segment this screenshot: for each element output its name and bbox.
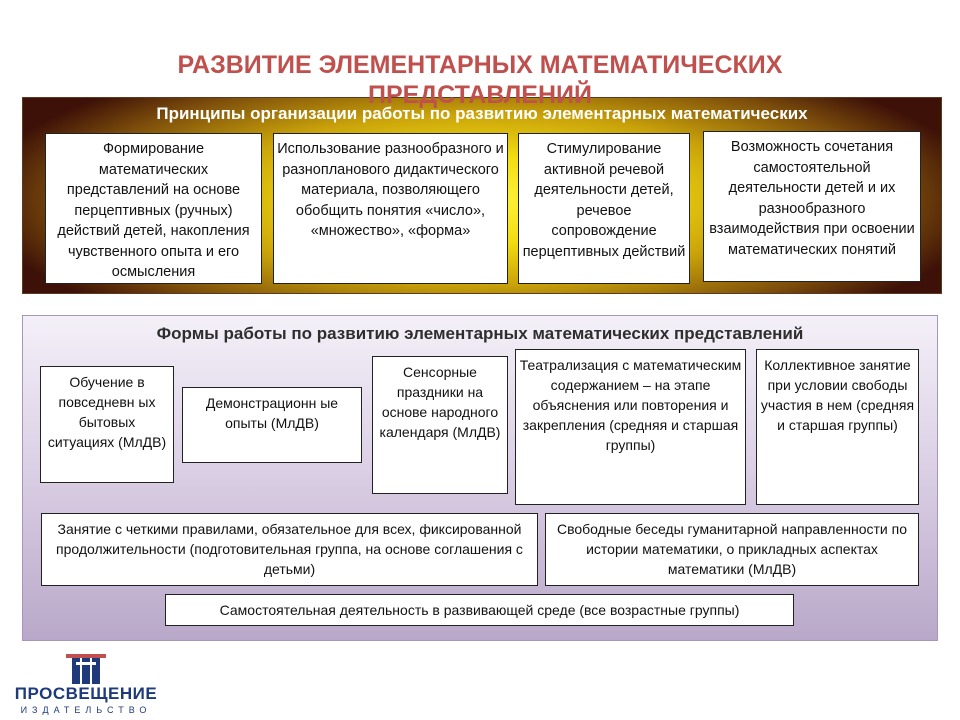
logo-name: ПРОСВЕЩЕНИЕ	[14, 684, 158, 703]
form-box-experiments: Демонстрационн ые опыты (МлДВ)	[182, 387, 362, 463]
form-box-collective: Коллективное занятие при условии свободы участия в нем (средняя и старшая группы)	[756, 349, 919, 505]
principle-box-4: Возможность сочетания самостоятельной деятельности детей и их разнообразного взаимодействия при освоении математических понятий	[703, 131, 921, 282]
principle-box-1: Формирование математических представлений на основе перцептивных (ручных) действий детей, накопления чувственного опыта и его осмысления	[45, 133, 262, 284]
logo-subtitle: ИЗДАТЕЛЬСТВО	[20, 705, 152, 715]
form-box-lesson-rules: Занятие с четкими правилами, обязательное для всех, фиксированной продолжительности (подготовительная группа, на основе соглашения с детьми)	[41, 513, 538, 586]
slide-title-line2: ПРЕДСТАВЛЕНИЙ	[368, 81, 592, 109]
form-box-everyday: Обучение в повседневн ых бытовых ситуациях (МлДВ)	[40, 366, 174, 483]
principle-box-3: Стимулирование активной речевой деятельности детей, речевое сопровождение перцептивных действий	[518, 133, 690, 284]
form-box-sensory-holidays: Сенсорные праздники на основе народного календаря (МлДВ)	[372, 356, 508, 494]
form-box-independent: Самостоятельная деятельность в развивающей среде (все возрастные группы)	[165, 594, 794, 626]
slide-title-line1: РАЗВИТИЕ ЭЛЕМЕНТАРНЫХ МАТЕМАТИЧЕСКИХ	[177, 51, 783, 79]
form-box-theatre: Театрализация с математическим содержанием – на этапе объяснения или повторения и закрепления (средняя и старшая группы)	[515, 349, 746, 505]
principles-heading: Принципы организации работы по развитию элементарных математических	[156, 104, 808, 123]
form-box-conversations: Свободные беседы гуманитарной направленности по истории математики, о прикладных аспектах математики (МлДВ)	[545, 513, 919, 586]
forms-heading: Формы работы по развитию элементарных математических представлений	[156, 324, 804, 343]
principle-box-2: Использование разнообразного и разнопланового дидактического материала, позволяющего обобщить понятия «число», «множество», «форма»	[273, 133, 508, 284]
